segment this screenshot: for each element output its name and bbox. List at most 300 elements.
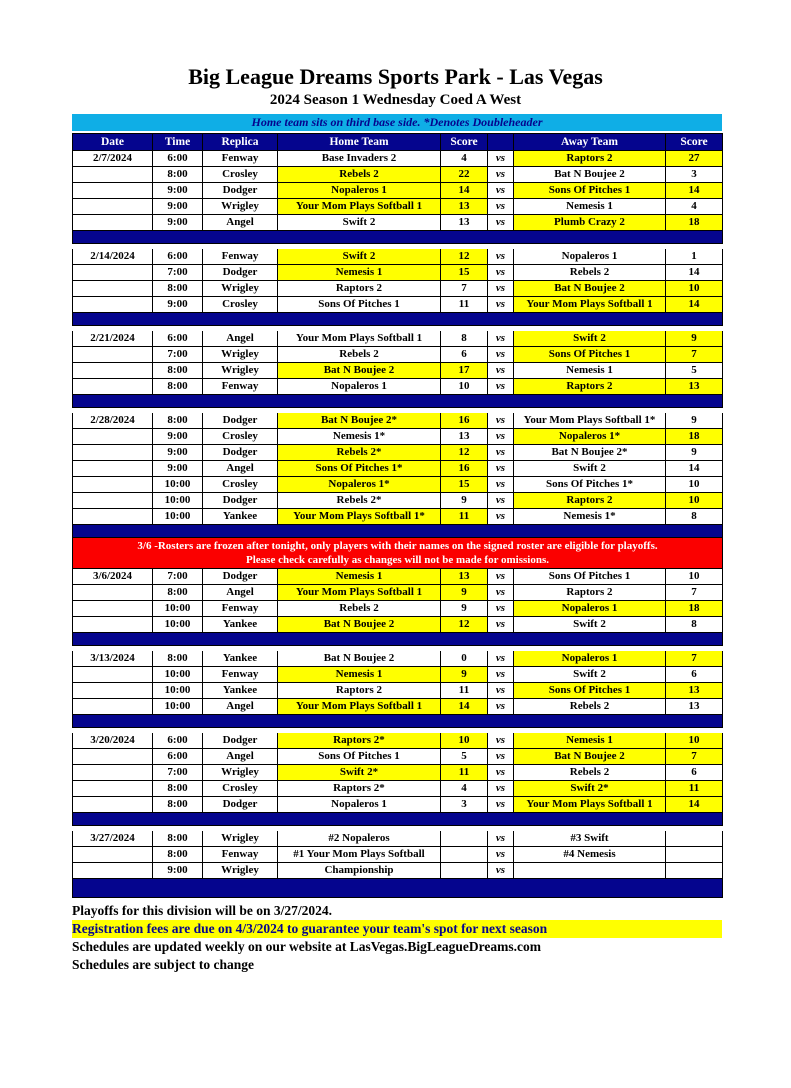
away-team-cell: Raptors 2 xyxy=(514,585,666,601)
replica-cell: Yankee xyxy=(203,651,278,667)
vs-cell: vs xyxy=(488,249,514,265)
time-cell: 10:00 xyxy=(153,509,203,525)
home-score-cell: 11 xyxy=(441,509,488,525)
time-cell: 10:00 xyxy=(153,477,203,493)
vs-cell: vs xyxy=(488,151,514,167)
away-score-cell xyxy=(666,847,723,863)
replica-cell: Crosley xyxy=(203,429,278,445)
vs-cell: vs xyxy=(488,183,514,199)
date-cell xyxy=(73,601,153,617)
vs-cell: vs xyxy=(488,847,514,863)
date-cell xyxy=(73,347,153,363)
home-score-cell: 4 xyxy=(441,151,488,167)
home-team-cell: Nopaleros 1 xyxy=(278,183,441,199)
replica-cell: Angel xyxy=(203,749,278,765)
vs-cell: vs xyxy=(488,199,514,215)
away-team-cell: Nemesis 1 xyxy=(514,363,666,379)
time-cell: 6:00 xyxy=(153,733,203,749)
game-row xyxy=(73,461,723,477)
home-score-cell: 13 xyxy=(441,199,488,215)
away-score-cell: 9 xyxy=(666,413,723,429)
home-team-cell: Rebels 2* xyxy=(278,445,441,461)
home-team-cell: Your Mom Plays Softball 1 xyxy=(278,199,441,215)
replica-cell: Wrigley xyxy=(203,347,278,363)
roster-freeze-notice xyxy=(73,538,723,569)
date-cell xyxy=(73,265,153,281)
home-score-cell: 16 xyxy=(441,461,488,477)
home-team-cell: Rebels 2 xyxy=(278,347,441,363)
home-score-cell: 12 xyxy=(441,249,488,265)
vs-cell: vs xyxy=(488,167,514,183)
away-team-cell: Your Mom Plays Softball 1* xyxy=(514,413,666,429)
vs-cell: vs xyxy=(488,585,514,601)
away-team-cell: Raptors 2 xyxy=(514,493,666,509)
date-cell xyxy=(73,749,153,765)
notice-line: 3/6 -Rosters are frozen after tonight, only players with their names on the signed roster are eligible for playoffs. xyxy=(137,540,658,552)
game-row xyxy=(73,569,723,585)
home-team-cell: Bat N Boujee 2 xyxy=(278,651,441,667)
date-cell xyxy=(73,493,153,509)
vs-cell: vs xyxy=(488,509,514,525)
home-team-cell: Your Mom Plays Softball 1* xyxy=(278,509,441,525)
vs-cell: vs xyxy=(488,765,514,781)
away-team-cell: Rebels 2 xyxy=(514,699,666,715)
time-cell: 7:00 xyxy=(153,265,203,281)
away-team-cell: Sons Of Pitches 1* xyxy=(514,477,666,493)
away-team-cell: #3 Swift xyxy=(514,831,666,847)
replica-cell: Dodger xyxy=(203,183,278,199)
game-row xyxy=(73,781,723,797)
replica-cell: Angel xyxy=(203,585,278,601)
home-team-cell: Raptors 2 xyxy=(278,281,441,297)
away-score-cell: 9 xyxy=(666,331,723,347)
vs-cell: vs xyxy=(488,617,514,633)
home-score-cell xyxy=(441,831,488,847)
schedule-header xyxy=(73,134,723,151)
replica-cell: Wrigley xyxy=(203,281,278,297)
home-team-cell: Base Invaders 2 xyxy=(278,151,441,167)
date-cell xyxy=(73,699,153,715)
vs-cell: vs xyxy=(488,863,514,879)
date-cell xyxy=(73,167,153,183)
replica-cell: Angel xyxy=(203,699,278,715)
date-cell: 3/20/2024 xyxy=(73,733,153,749)
vs-cell: vs xyxy=(488,265,514,281)
away-score-cell: 6 xyxy=(666,765,723,781)
time-cell: 7:00 xyxy=(153,569,203,585)
group-separator-cell xyxy=(73,313,723,326)
away-score-cell xyxy=(666,831,723,847)
away-team-cell xyxy=(514,863,666,879)
game-row xyxy=(73,379,723,395)
vs-cell: vs xyxy=(488,493,514,509)
time-cell: 6:00 xyxy=(153,151,203,167)
game-row xyxy=(73,509,723,525)
home-score-cell: 12 xyxy=(441,445,488,461)
game-row xyxy=(73,667,723,683)
home-score-cell: 17 xyxy=(441,363,488,379)
game-row xyxy=(73,617,723,633)
home-score-cell xyxy=(441,847,488,863)
home-score-cell: 9 xyxy=(441,667,488,683)
replica-cell: Fenway xyxy=(203,249,278,265)
away-score-cell: 10 xyxy=(666,493,723,509)
away-score-cell: 6 xyxy=(666,667,723,683)
time-cell: 8:00 xyxy=(153,413,203,429)
replica-cell: Fenway xyxy=(203,151,278,167)
home-score-cell: 13 xyxy=(441,215,488,231)
game-row xyxy=(73,699,723,715)
away-team-cell: Swift 2 xyxy=(514,617,666,633)
replica-cell: Dodger xyxy=(203,797,278,813)
away-team-cell: Nopaleros 1 xyxy=(514,651,666,667)
group-separator xyxy=(73,813,723,826)
away-score-cell: 7 xyxy=(666,651,723,667)
vs-cell: vs xyxy=(488,445,514,461)
subject-to-change-note: Schedules are subject to change xyxy=(72,957,254,972)
vs-cell: vs xyxy=(488,733,514,749)
home-team-cell: Sons Of Pitches 1 xyxy=(278,749,441,765)
date-cell: 2/21/2024 xyxy=(73,331,153,347)
replica-cell: Fenway xyxy=(203,667,278,683)
replica-cell: Angel xyxy=(203,215,278,231)
replica-cell: Angel xyxy=(203,331,278,347)
vs-cell: vs xyxy=(488,281,514,297)
away-team-cell: Nopaleros 1* xyxy=(514,429,666,445)
game-row xyxy=(73,167,723,183)
date-cell xyxy=(73,847,153,863)
replica-cell: Yankee xyxy=(203,509,278,525)
game-row xyxy=(73,429,723,445)
date-cell xyxy=(73,765,153,781)
time-cell: 9:00 xyxy=(153,297,203,313)
away-team-cell: Nemesis 1 xyxy=(514,199,666,215)
schedule-body xyxy=(73,151,723,898)
page-title: Big League Dreams Sports Park - Las Vegas xyxy=(188,64,603,89)
away-score-cell: 10 xyxy=(666,569,723,585)
away-team-cell: Rebels 2 xyxy=(514,265,666,281)
away-score-cell: 14 xyxy=(666,183,723,199)
time-cell: 10:00 xyxy=(153,683,203,699)
schedule-page xyxy=(0,64,791,1088)
home-score-cell: 10 xyxy=(441,733,488,749)
game-row xyxy=(73,151,723,167)
home-team-cell: Sons Of Pitches 1 xyxy=(278,297,441,313)
date-cell xyxy=(73,477,153,493)
replica-cell: Dodger xyxy=(203,445,278,461)
group-separator xyxy=(73,525,723,538)
home-score-cell: 7 xyxy=(441,281,488,297)
away-team-cell: Plumb Crazy 2 xyxy=(514,215,666,231)
time-cell: 10:00 xyxy=(153,601,203,617)
away-score-cell: 10 xyxy=(666,733,723,749)
time-cell: 9:00 xyxy=(153,429,203,445)
group-separator-cell xyxy=(73,231,723,244)
away-team-cell: #4 Nemesis xyxy=(514,847,666,863)
vs-cell: vs xyxy=(488,831,514,847)
away-score-cell: 13 xyxy=(666,379,723,395)
away-score-cell: 13 xyxy=(666,699,723,715)
replica-cell: Fenway xyxy=(203,379,278,395)
home-team-cell: Your Mom Plays Softball 1 xyxy=(278,331,441,347)
game-row xyxy=(73,749,723,765)
home-score-cell: 5 xyxy=(441,749,488,765)
home-team-cell: Swift 2* xyxy=(278,765,441,781)
game-row xyxy=(73,347,723,363)
away-score-cell: 9 xyxy=(666,445,723,461)
home-team-cell: Nemesis 1 xyxy=(278,569,441,585)
away-team-cell: Bat N Boujee 2 xyxy=(514,749,666,765)
home-score-cell: 16 xyxy=(441,413,488,429)
date-cell xyxy=(73,215,153,231)
home-team-cell: #2 Nopaleros xyxy=(278,831,441,847)
away-team-cell: Raptors 2 xyxy=(514,379,666,395)
game-row xyxy=(73,297,723,313)
date-cell xyxy=(73,585,153,601)
replica-cell: Wrigley xyxy=(203,831,278,847)
game-row xyxy=(73,797,723,813)
home-team-cell: Bat N Boujee 2* xyxy=(278,413,441,429)
date-cell xyxy=(73,199,153,215)
header-row xyxy=(73,134,723,151)
time-cell: 9:00 xyxy=(153,183,203,199)
home-score-cell: 11 xyxy=(441,683,488,699)
website-note: Schedules are updated weekly on our website at LasVegas.BigLeagueDreams.com xyxy=(72,939,542,954)
game-row xyxy=(73,847,723,863)
away-team-cell: Swift 2 xyxy=(514,331,666,347)
time-cell: 7:00 xyxy=(153,765,203,781)
home-team-cell: Your Mom Plays Softball 1 xyxy=(278,585,441,601)
group-separator-cell xyxy=(73,525,723,538)
date-cell: 3/13/2024 xyxy=(73,651,153,667)
home-score-cell xyxy=(441,863,488,879)
home-score-cell: 13 xyxy=(441,569,488,585)
date-cell xyxy=(73,429,153,445)
game-row xyxy=(73,585,723,601)
home-score-cell: 15 xyxy=(441,477,488,493)
home-team-cell: Rebels 2 xyxy=(278,167,441,183)
home-team-cell: #1 Your Mom Plays Softball xyxy=(278,847,441,863)
time-cell: 8:00 xyxy=(153,585,203,601)
vs-cell: vs xyxy=(488,699,514,715)
away-score-cell: 18 xyxy=(666,215,723,231)
home-score-cell: 9 xyxy=(441,493,488,509)
home-team-cell: Rebels 2 xyxy=(278,601,441,617)
game-row xyxy=(73,215,723,231)
away-score-cell: 18 xyxy=(666,429,723,445)
group-separator-cell xyxy=(73,813,723,826)
home-score-cell: 12 xyxy=(441,617,488,633)
away-score-cell: 14 xyxy=(666,461,723,477)
away-team-cell: Sons Of Pitches 1 xyxy=(514,347,666,363)
date-cell xyxy=(73,281,153,297)
home-team-cell: Championship xyxy=(278,863,441,879)
away-score-cell: 14 xyxy=(666,797,723,813)
vs-cell: vs xyxy=(488,477,514,493)
vs-cell: vs xyxy=(488,781,514,797)
away-score-cell: 7 xyxy=(666,749,723,765)
away-team-cell: Swift 2 xyxy=(514,461,666,477)
registration-fees-note: Registration fees are due on 4/3/2024 to guarantee your team's spot for next season xyxy=(72,920,722,938)
away-score-cell: 10 xyxy=(666,477,723,493)
away-score-cell: 13 xyxy=(666,683,723,699)
time-cell: 7:00 xyxy=(153,347,203,363)
game-row xyxy=(73,413,723,429)
replica-cell: Crosley xyxy=(203,477,278,493)
time-cell: 6:00 xyxy=(153,331,203,347)
notice-line: Please check carefully as changes will not be made for omissions. xyxy=(246,554,549,566)
home-team-cell: Nopaleros 1 xyxy=(278,797,441,813)
home-team-cell: Rebels 2* xyxy=(278,493,441,509)
time-cell: 8:00 xyxy=(153,379,203,395)
home-team-cell: Bat N Boujee 2 xyxy=(278,363,441,379)
vs-cell: vs xyxy=(488,215,514,231)
schedule-container xyxy=(72,114,722,898)
time-cell: 8:00 xyxy=(153,797,203,813)
away-score-cell: 4 xyxy=(666,199,723,215)
date-cell: 2/28/2024 xyxy=(73,413,153,429)
header-home-team: Home Team xyxy=(278,134,441,151)
replica-cell: Fenway xyxy=(203,847,278,863)
away-score-cell: 14 xyxy=(666,265,723,281)
group-separator xyxy=(73,715,723,728)
date-cell xyxy=(73,863,153,879)
vs-cell: vs xyxy=(488,363,514,379)
away-team-cell: Sons Of Pitches 1 xyxy=(514,183,666,199)
schedule-table xyxy=(72,133,723,898)
home-score-cell: 6 xyxy=(441,347,488,363)
home-score-cell: 8 xyxy=(441,331,488,347)
time-cell: 10:00 xyxy=(153,699,203,715)
footer-notes xyxy=(72,902,791,974)
home-score-cell: 14 xyxy=(441,699,488,715)
group-separator-cell xyxy=(73,633,723,646)
time-cell: 9:00 xyxy=(153,863,203,879)
date-cell xyxy=(73,683,153,699)
away-team-cell: Nemesis 1* xyxy=(514,509,666,525)
away-team-cell: Bat N Boujee 2 xyxy=(514,281,666,297)
time-cell: 8:00 xyxy=(153,781,203,797)
vs-cell: vs xyxy=(488,429,514,445)
date-cell xyxy=(73,461,153,477)
away-score-cell: 14 xyxy=(666,297,723,313)
time-cell: 8:00 xyxy=(153,281,203,297)
away-score-cell: 11 xyxy=(666,781,723,797)
game-row xyxy=(73,765,723,781)
away-team-cell: Nopaleros 1 xyxy=(514,249,666,265)
vs-cell: vs xyxy=(488,413,514,429)
header-vs xyxy=(488,134,514,151)
game-row xyxy=(73,281,723,297)
replica-cell: Yankee xyxy=(203,617,278,633)
replica-cell: Wrigley xyxy=(203,863,278,879)
home-team-cell: Nemesis 1* xyxy=(278,429,441,445)
game-row xyxy=(73,863,723,879)
home-score-cell: 13 xyxy=(441,429,488,445)
vs-cell: vs xyxy=(488,749,514,765)
vs-cell: vs xyxy=(488,461,514,477)
game-row xyxy=(73,493,723,509)
replica-cell: Wrigley xyxy=(203,363,278,379)
vs-cell: vs xyxy=(488,297,514,313)
replica-cell: Crosley xyxy=(203,781,278,797)
vs-cell: vs xyxy=(488,331,514,347)
vs-cell: vs xyxy=(488,651,514,667)
home-team-note: Home team sits on third base side. *Denotes Doubleheader xyxy=(72,114,722,131)
home-team-cell: Raptors 2* xyxy=(278,733,441,749)
header-away-team: Away Team xyxy=(514,134,666,151)
home-score-cell: 9 xyxy=(441,601,488,617)
away-score-cell: 8 xyxy=(666,617,723,633)
header-home-score: Score xyxy=(441,134,488,151)
date-cell xyxy=(73,667,153,683)
date-cell xyxy=(73,445,153,461)
date-cell xyxy=(73,617,153,633)
group-separator xyxy=(73,231,723,244)
replica-cell: Fenway xyxy=(203,601,278,617)
game-row xyxy=(73,363,723,379)
group-separator xyxy=(73,633,723,646)
replica-cell: Dodger xyxy=(203,493,278,509)
home-team-cell: Bat N Boujee 2 xyxy=(278,617,441,633)
replica-cell: Dodger xyxy=(203,569,278,585)
away-team-cell: Nemesis 1 xyxy=(514,733,666,749)
game-row xyxy=(73,477,723,493)
replica-cell: Wrigley xyxy=(203,199,278,215)
game-row xyxy=(73,601,723,617)
game-row xyxy=(73,265,723,281)
group-separator-cell xyxy=(73,395,723,408)
header-replica: Replica xyxy=(203,134,278,151)
away-team-cell: Bat N Boujee 2* xyxy=(514,445,666,461)
time-cell: 6:00 xyxy=(153,249,203,265)
game-row xyxy=(73,249,723,265)
time-cell: 9:00 xyxy=(153,445,203,461)
game-row xyxy=(73,733,723,749)
time-cell: 6:00 xyxy=(153,749,203,765)
home-score-cell: 11 xyxy=(441,297,488,313)
group-separator xyxy=(73,395,723,408)
home-score-cell: 14 xyxy=(441,183,488,199)
time-cell: 8:00 xyxy=(153,831,203,847)
game-row xyxy=(73,445,723,461)
home-team-cell: Swift 2 xyxy=(278,249,441,265)
home-team-cell: Nopaleros 1* xyxy=(278,477,441,493)
date-cell: 3/27/2024 xyxy=(73,831,153,847)
page-subtitle: 2024 Season 1 Wednesday Coed A West xyxy=(269,92,522,108)
vs-cell: vs xyxy=(488,797,514,813)
date-cell xyxy=(73,781,153,797)
away-score-cell: 1 xyxy=(666,249,723,265)
away-score-cell: 7 xyxy=(666,347,723,363)
game-row xyxy=(73,331,723,347)
vs-cell: vs xyxy=(488,667,514,683)
date-cell xyxy=(73,379,153,395)
date-cell: 3/6/2024 xyxy=(73,569,153,585)
away-score-cell xyxy=(666,863,723,879)
date-cell xyxy=(73,797,153,813)
home-score-cell: 10 xyxy=(441,379,488,395)
home-team-cell: Sons Of Pitches 1* xyxy=(278,461,441,477)
replica-cell: Dodger xyxy=(203,413,278,429)
date-cell xyxy=(73,363,153,379)
header-away-score: Score xyxy=(666,134,723,151)
away-score-cell: 27 xyxy=(666,151,723,167)
replica-cell: Crosley xyxy=(203,167,278,183)
away-score-cell: 10 xyxy=(666,281,723,297)
away-team-cell: Sons Of Pitches 1 xyxy=(514,683,666,699)
playoffs-note: Playoffs for this division will be on 3/27/2024. xyxy=(72,903,333,918)
